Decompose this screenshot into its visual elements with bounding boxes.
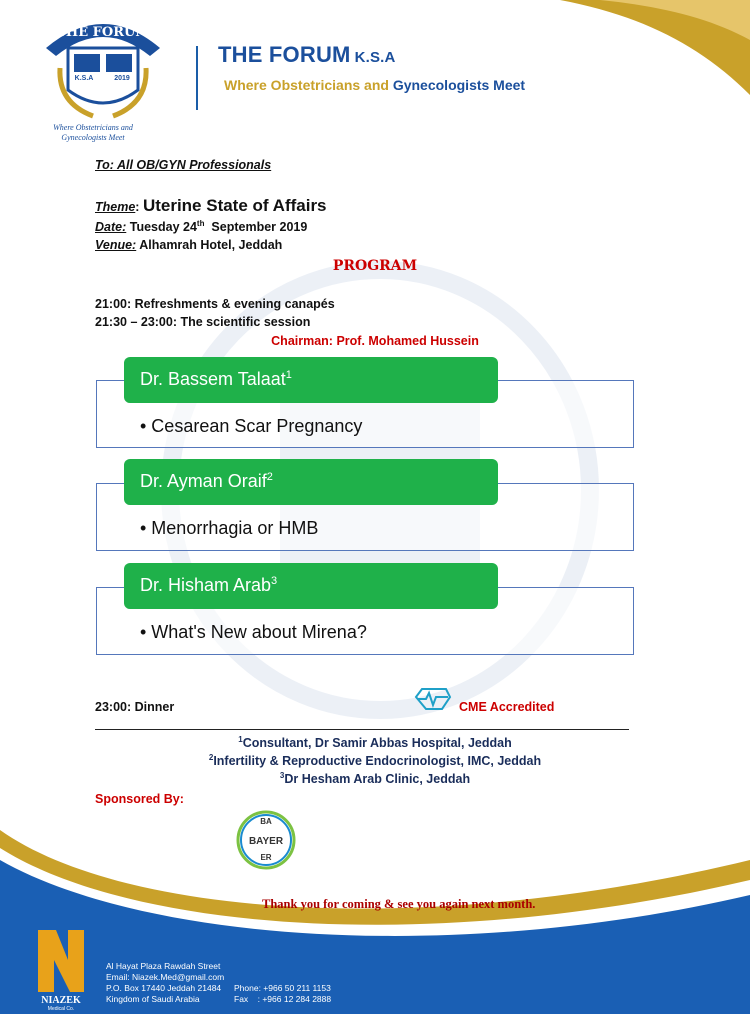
footnote-2 (0, 753, 750, 768)
niazek-logo (30, 920, 92, 1010)
footnote-text: Dr Hesham Arab Clinic, Jeddah (284, 772, 471, 787)
theme-value: Uterine State of Affairs (142, 196, 327, 215)
date-label: Date: (95, 220, 127, 235)
company-phone (234, 983, 331, 1005)
bayer-vertical-bottom: ER (260, 853, 272, 862)
header-divider (196, 46, 198, 110)
date-day: Tuesday 24 (129, 220, 197, 235)
thanks-message: Thank you for coming & see you again next month. (262, 897, 536, 911)
footnote-divider (95, 729, 629, 730)
niazek-sub: Medical Co. (47, 1006, 75, 1010)
tagline-part-a: Where Obstetricians and (224, 77, 393, 93)
talk-topic-1: • Cesarean Scar Pregnancy (140, 416, 363, 436)
footnote-sup: 2 (208, 753, 214, 762)
tagline-part-b: Gynecologists Meet (392, 77, 526, 93)
logo-ksa: K.S.A (74, 75, 94, 82)
forum-logo (38, 8, 168, 148)
logo-year: 2019 (114, 75, 130, 82)
venue-value: Alhamrah Hotel, Jeddah (139, 238, 283, 252)
logo-motto-1: Where Obstetricians and (53, 123, 133, 132)
brand-title (218, 42, 396, 68)
speaker-pill-3 (124, 563, 498, 609)
speaker-affiliation-sup: 2 (266, 471, 273, 483)
chairman: Chairman: Prof. Mohamed Hussein (271, 334, 479, 348)
theme-line: Theme: Uterine State of Affairs (95, 196, 327, 215)
footnote-3 (0, 771, 750, 786)
fax-line: Fax : +966 12 284 2888 (234, 994, 332, 1004)
venue-line (95, 238, 282, 252)
schedule-session: 21:30 – 23:00: The scientific session (95, 315, 311, 329)
speaker-affiliation-sup: 1 (285, 369, 292, 381)
speaker-pill-1 (124, 357, 498, 403)
logo-motto-2: Gynecologists Meet (61, 133, 125, 142)
venue-label: Venue: (95, 238, 137, 252)
logo-arc-text: THE FORUM (56, 25, 150, 40)
speaker-name: Dr. Hisham Arab (140, 575, 272, 595)
footnote-1 (0, 735, 750, 750)
brand-suffix: K.S.A (354, 49, 396, 66)
speaker-name: Dr. Ayman Oraif (140, 471, 267, 491)
address-line: Al Hayat Plaza Rawdah Street (106, 961, 221, 971)
cme-icon (412, 683, 454, 713)
speaker-affiliation-sup: 3 (271, 575, 278, 587)
program-title: PROGRAM (332, 258, 418, 274)
bayer-vertical-top: BA (260, 817, 272, 826)
footnote-text: Infertility & Reproductive Endocrinologist, IMC, Jeddah (213, 754, 542, 769)
date-rest: September 2019 (204, 220, 308, 235)
footnote-sup: 3 (279, 771, 285, 780)
phone-line: Phone: +966 50 211 1153 (234, 983, 331, 993)
niazek-name: NIAZEK (41, 995, 81, 1006)
address-line: Kingdom of Saudi Arabia (106, 994, 200, 1004)
talk-topic-3: • What's New about Mirena? (140, 622, 367, 642)
speaker-name: Dr. Bassem Talaat (140, 369, 286, 389)
footnote-sup: 1 (238, 735, 243, 744)
date-line (95, 219, 307, 234)
theme-label: Theme (95, 200, 136, 214)
brand-name: THE FORUM (218, 42, 351, 67)
date-suffix: th (196, 219, 205, 228)
dinner-line: 23:00: Dinner (95, 700, 175, 714)
talk-topic-2: • Menorrhagia or HMB (140, 518, 319, 538)
brand-tagline (224, 77, 525, 93)
bayer-horizontal: BAYER (248, 836, 284, 847)
footnote-text: Consultant, Dr Samir Abbas Hospital, Jeddah (242, 736, 512, 751)
schedule-refreshments: 21:00: Refreshments & evening canapés (95, 297, 335, 311)
email-line: Email: Niazek.Med@gmail.com (106, 972, 225, 982)
company-address (106, 961, 224, 1005)
sponsored-by-label: Sponsored By: (95, 792, 184, 806)
recipient-line: To: All OB/GYN Professionals (95, 158, 272, 172)
cme-accredited: CME Accredited (459, 700, 555, 714)
speaker-pill-2 (124, 459, 498, 505)
address-line: P.O. Box 17440 Jeddah 21484 (106, 983, 222, 993)
